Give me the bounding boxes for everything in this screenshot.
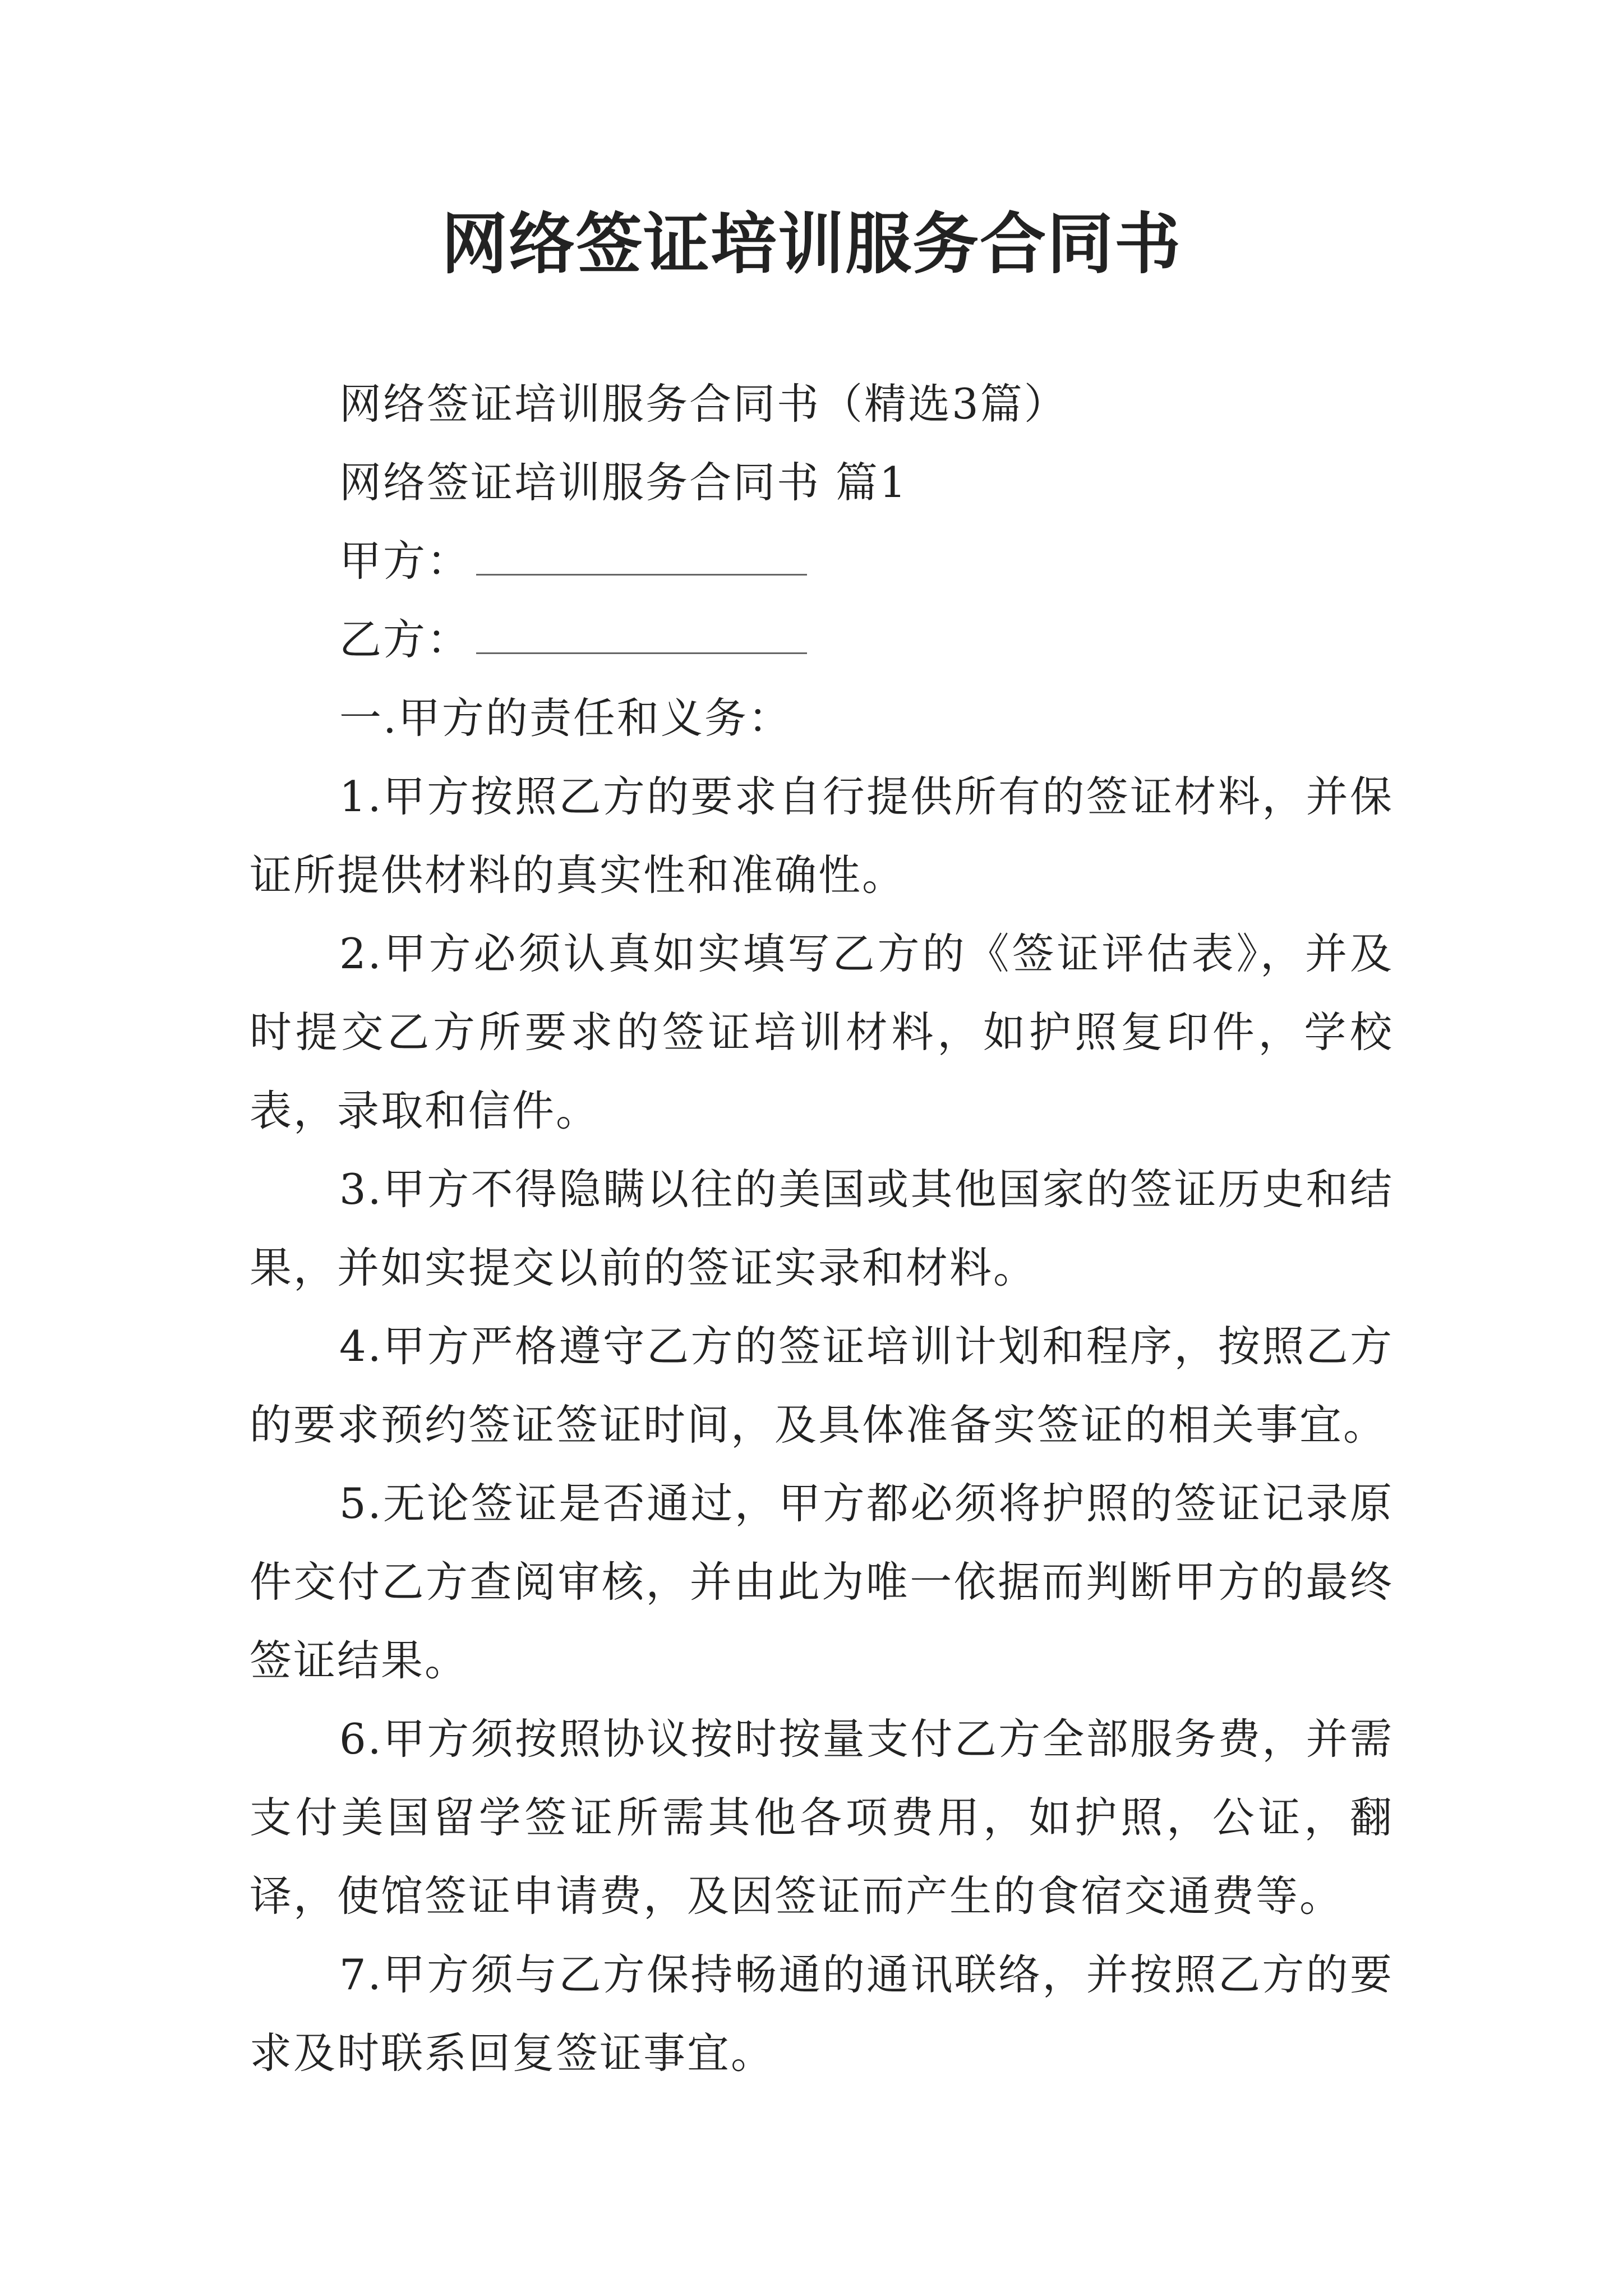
chapter-heading: 网络签证培训服务合同书 篇1	[339, 458, 908, 507]
party-b-line	[250, 600, 1394, 679]
clause-2: 2.甲方必须认真如实填写乙方的《签证评估表》，并及时提交乙方所要求的签证培训材料，如护照复印件，学校表，录取和信件。	[250, 929, 1394, 1135]
party-b-label: 乙方：	[339, 615, 471, 664]
document-subtitle: 网络签证培训服务合同书（精选3篇）	[339, 379, 1068, 429]
party-a-label: 甲方：	[339, 536, 471, 586]
clause-7: 7.甲方须与乙方保持畅通的通讯联络，并按照乙方的要求及时联系回复签证事宜。	[250, 1950, 1394, 2078]
clause-3: 3.甲方不得隐瞒以往的美国或其他国家的签证历史和结果，并如实提交以前的签证实录和材料。	[250, 1165, 1394, 1292]
section-heading: 一.甲方的责任和义务：	[339, 693, 792, 743]
party-a-line	[250, 522, 1394, 600]
clause-6: 6.甲方须按照协议按时按量支付乙方全部服务费，并需支付美国留学签证所需其他各项费用，如护照，公证，翻译，使馆签证申请费，及因签证而产生的食宿交通费等。	[250, 1714, 1394, 1921]
clause-5: 5.无论签证是否通过，甲方都必须将护照的签证记录原件交付乙方查阅审核，并由此为唯一依据而判断甲方的最终签证结果。	[250, 1479, 1394, 1685]
party-b-blank	[476, 619, 807, 654]
document-title: 网络签证培训服务合同书	[441, 205, 1182, 283]
clause-1: 1.甲方按照乙方的要求自行提供所有的签证材料，并保证所提供材料的真实性和准确性。	[250, 772, 1394, 900]
clause-4: 4.甲方严格遵守乙方的签证培训计划和程序，按照乙方的要求预约签证签证时间，及具体准备实签证的相关事宜。	[250, 1322, 1394, 1450]
party-a-blank	[476, 540, 807, 576]
document-body	[250, 365, 1394, 2092]
